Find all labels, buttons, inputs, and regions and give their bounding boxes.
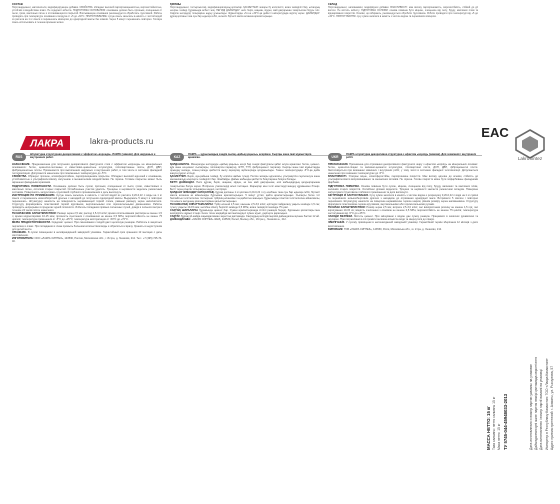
paragraph-text: Образует прочное, атмосферостойкое, паропроницаемое покрытие. Обладает высокой адгезией к основанию, устойчивостью к ультрафиолетовому излучению и механическим воздействиям. Не горюча. Готовое покрытие может быть окрашено фасадными красками. bbox=[12, 175, 162, 185]
paragraph bbox=[12, 185, 162, 194]
top-column-heading: СОСТАВ bbox=[12, 3, 23, 6]
paragraph-text: Құрғақ үй-жайда зақымдалмаған зауыттық қаптамада. Сақтаудың кепілдік мерзімі дайындалған күннен бастап 12 ай. bbox=[181, 215, 320, 219]
paragraph-heading: ҚОЛДАНЫЛУЫ. bbox=[170, 163, 190, 166]
paragraph-text: Утворює міцне, атмосферостійке, паропроникне покриття. Має високу адгезію до основи, стійкість до ультрафіолетового випромінювання та механічних впливів. Не горюча. Готове покриття може бути пофарбоване фасадними фарбами. bbox=[328, 175, 478, 185]
production-date-note-kz: Дайындалған күні және партия нөмірі қаптамада көрсетілген bbox=[534, 357, 538, 450]
paragraph-text: Размер зерна 2,5 мм; расход 2,5-3,0 кг/м²; время использования раствора не менее 1,5 ч; время корректировки 10-15 мин; прочность сцепления с основанием не менее 0,5 МПа; морозостойкость не менее 75 циклов; температура применения от -5°С до +25°С; температура эксплуатации от -50°С до +70°С. bbox=[12, 212, 162, 222]
paragraph-text: Құрамында цемент бар. Сумен араластырғанда сілтілі реакция береді. Қорғаныш қолғаптары мен көзілдірікте жұмыс істеңіз. Көзге тиген жағдайда көп мөлшердегі сумен жуып, дәрігерге қаралыңыз. bbox=[170, 209, 320, 216]
paragraph bbox=[328, 163, 478, 175]
paragraph-text: Суху суміш засипати в ємність з чистою водою з розрахунку 0,20-0,22 л води на 1 кг суміші та перемішати низькообертовим дрилем з насадкою до отримання однорідної маси. Витримати 5 хвилин і повторно перемішати. Штукатурку наносити на поверхню нержавіючою теркою шаром, рівним розміру зерна наповнювача. Структуру формувати пластиковою теркою круговими, вертикальними або горизонтальними рухами. bbox=[328, 193, 478, 207]
paragraph bbox=[12, 221, 162, 230]
top-column-ua bbox=[328, 0, 478, 95]
paragraph-heading: ДАЙЫНДАУШЫ: bbox=[170, 218, 191, 222]
text-column-kz bbox=[170, 163, 320, 463]
top-text-strip bbox=[12, 0, 480, 95]
paragraph bbox=[170, 181, 320, 190]
section-title-ru: Штукатурка структурная декоративная с эффектом «короеда». ЛАКРА (зимняя). Для наружных и внутренних работ. bbox=[30, 153, 156, 159]
paragraph-heading: СВОЙСТВА. bbox=[12, 175, 28, 179]
side-brand-text: LakroSintez bbox=[517, 155, 543, 161]
paragraph bbox=[328, 206, 478, 215]
paragraph-heading: ПОДГОТОВКА ПОВЕРХНОСТИ. bbox=[12, 184, 52, 188]
paragraph-text: У сухому приміщенні в непошкодженій заводській упаковці. Гарантійний термін зберігання 12 місяців з дати виготовлення. bbox=[328, 221, 478, 228]
section-title-kz: ЛАКРА — құрылымдық сәндік сылақ «қабық қоңызы» әсерімен. Сыртқы және ішкі жұмыстарға арналған. bbox=[188, 153, 312, 159]
paragraph-heading: ҚОЛДАНУ ЖӨНІНДЕГІ НҰСҚАУЛЫҚ. bbox=[170, 190, 215, 194]
logo-text: ЛАКРА bbox=[30, 138, 64, 150]
paragraph-text: Розмір зерна 2,5 мм; витрата 2,5-3,0 кг/м²; час використання розчину не менше 1,5 год; час коригування 10-15 хв; міцність зчеплення з основою не менше 0,5 МПа; морозостійкість не менше 75 циклів; температура застосування від -5°С до +25°С. bbox=[328, 206, 478, 216]
paragraph bbox=[170, 191, 320, 203]
paragraph-text: Предназначена для получения декоративного фактурного слоя с эффектом «короеда» на минеральных основаниях: бетон, цементно-песчаные и известково-цементные штукатурки, гипсокартонные листы, ДСП, ДВП, фиброцементные плиты. Применяется при выполнении наружных и внутренних работ, в том числе в системах фасадной теплоизоляции. Допускается нанесение при пониженных температурах до -5°С. bbox=[12, 163, 162, 176]
paragraph-text: Минералды негіздерде «қабық қоңызы» әсері бар сәндік фактуралы қабат алуға арналған: бетон, цемент-құм және әк-цемент сылақтары, гипсокартон парақтар, ЖТП, ТТП, фиброцемент тақталар. Сыртқы және ішкі жұмыстарды орындау кезінде, соның ішінде қасбеттік жылу оқшаулау жүйелерінде қолданылады. Төмен температурада -5°С-қа дейін жағуға рұқсат етіледі. bbox=[170, 163, 320, 176]
lakra-logo bbox=[20, 136, 70, 150]
top-column-kz bbox=[170, 0, 320, 95]
paragraph-heading: БЕТТІ ДАЙЫНДАУ. bbox=[170, 181, 195, 185]
paragraph-heading: ВЛАСТИВОСТІ. bbox=[328, 175, 348, 179]
top-column-text: Портландцемент, наполнители, модифицирующие добавки. СВОЙСТВА: обладает высокой паропроницаемостью, морозостойкостью, устойчив к воздействию влаги. Не содержит асбеста. ПОДГОТОВКА ОСНОВАНИЯ: основание должно быть прочным, очищенным от пыли, грязи, масляных пятен и отслаивающихся покрытий. Впитывающие основания рекомендуется обработать грунтовкой. Работы проводить при температуре основания и воздуха от +5 до +30°С. ПРИГОТОВЛЕНИЕ: сухую смесь засыпать в емкость с чистой водой из расчета на 1 кг смеси и перемешать миксером до однородной массы без комков. Через 5 минут перемешать повторно. Готовую смесь использовать в течение времени жизни. bbox=[12, 6, 162, 24]
paragraph-text: Содержит цемент. При смешивании с водой даёт щелочную реакцию. Работать в защитных перчатках и очках. При попадании в глаза промыть большим количеством воды и обратиться к врачу. Хранить в недоступном для детей месте. bbox=[12, 221, 162, 231]
paragraph-heading: ИНСТРУКЦИЯ ПО ПРИМЕНЕНИЮ. bbox=[12, 193, 56, 197]
production-date-note-ua: Дата виготовлення і номер партії вказані на упаковці bbox=[539, 369, 543, 450]
paragraph-heading: МЕРЫ ПРЕДОСТОРОЖНОСТИ. bbox=[12, 221, 51, 225]
side-info-panel bbox=[484, 150, 560, 490]
net-weight-ua: Маса нетто: 15 кг bbox=[497, 423, 501, 450]
paragraph-heading: ІНСТРУКЦІЯ ІЗ ЗАСТОСУВАННЯ. bbox=[328, 193, 369, 197]
eac-mark-icon bbox=[481, 124, 509, 140]
paragraph-text: ТОВ «ЛАКРА СИНТЕЗ», 143530, Росія, Московська обл., м. Істра, д. Лешково, 212. bbox=[343, 227, 442, 231]
importer-address: Адрес приема претензий: г. Алматы, ул. Рыскулова, 57 bbox=[550, 365, 554, 450]
paragraph-heading: ПРИЗНАЧЕННЯ. bbox=[328, 163, 349, 166]
text-column-ru bbox=[12, 163, 162, 463]
paragraph-text: «ЛАКРА СИНТЕЗ» ЖШҚ, 143530, Ресей, Мәскеу обл., Истра қ., Лешково а., 212. bbox=[191, 218, 287, 222]
brand-row bbox=[12, 133, 482, 155]
paragraph-text: Түйір өлшемі 2,5 мм; шығыны 2,5-3,0 кг/м²; ерітіндіні пайдалану уақыты кемінде 1,5 сағ; түзету уақыты 10-15 мин; негізбен ілінісу беріктігі кемінде 0,5 МПа; аязға төзімділігі кемінде 75 цикл. bbox=[170, 203, 320, 210]
lang-badge-kz: KAZ bbox=[170, 153, 184, 161]
lang-badge-ua: UKR bbox=[328, 153, 342, 161]
paragraph-heading: ХРАНЕНИЕ. bbox=[12, 230, 27, 234]
net-weight-kz: Таза салмағы: нетто салмағы 15 кг bbox=[492, 396, 496, 450]
paragraph-text: Құрғақ қоспаны 1 кг қоспаға 0,20-0,22 л су есебінен таза суы бар ыдысқа себіп, біртекті масса алғанша аз айналымды бұрғымен араластырыңыз. 5 минут ұстап, қайта араластырыңыз. Сылақты бетке тот баспайтын тегістегішпен толтырғыш түйірінің өлшеміне тең қабатпен жағыңыз. Құрылымды пластик тегістегішпен айналмалы, тік немесе көлденең қозғалыстармен қалыптастырыңыз. bbox=[170, 190, 320, 203]
paragraph bbox=[12, 194, 162, 212]
paragraph-text: ООО «ЛАКРА СИНТЕЗ», 143530, Россия, Московская обл., г. Истра, д. Лешково, 212. Тел.: +7 (495) 745-70-40. bbox=[12, 236, 162, 243]
paragraph-text: Основание должно быть сухим, прочным, очищенным от пыли, грязи, известковых и масляных пятен, остатков старых покрытий. Ослабленные участки удалить. Трещины и неровности заделать ремонтным составом. Поверхность загрунтовать грунтовкой глубокого проникновения и дать высохнуть. bbox=[12, 184, 162, 194]
paragraph-heading: ЗАХОДИ БЕЗПЕКИ. bbox=[328, 215, 353, 219]
text-column-ua bbox=[328, 163, 478, 463]
paragraph-text: Містить цемент. При змішуванні з водою дає лужну реакцію. Працювати в захисних рукавичках та окулярах. При потраплянні в очі промити великою кількістю води та звернутися до лікаря. bbox=[328, 215, 478, 222]
paragraph-heading: НАЗНАЧЕНИЕ. bbox=[12, 163, 31, 166]
paragraph-text: Призначена для отримання декоративного фактурного шару з ефектом «короїд» на мінеральних основах: бетон, цементно-піщані та вапняно-цементні штукатурки, гіпсокартонні листи, ДСП, ДВП, фіброцементні плити. Застосовується при виконанні зовнішніх і внутрішніх робіт, у тому числі в системах фасадної теплоізоляції. Допускається нанесення при знижених температурах до -5°С. bbox=[328, 163, 478, 176]
paragraph bbox=[328, 185, 478, 194]
paragraph bbox=[170, 218, 320, 221]
paragraph bbox=[170, 163, 320, 175]
top-column-text: Портландцемент, наповнювачі, модифікуючі добавки. ВЛАСТИВОСТІ: має високу паропроникність, морозостійкість, стійкий до дії вологи. Не містить азбесту. ПІДГОТОВКА ОСНОВИ: основа повинна бути міцною, очищеною від пилу, бруду, масляних плям та відшарованих покриттів. Основи, що вбирають, рекомендується обробити ґрунтовкою. Роботи проводити при температурі від +5 до +30°С. ПРИГОТУВАННЯ: суху суміш засипати в ємність з чистою водою та перемішати міксером. bbox=[328, 6, 478, 18]
paragraph bbox=[328, 194, 478, 206]
lang-badge-ru: RUS bbox=[12, 153, 26, 161]
paragraph-text: Сухую смесь засыпать в ёмкость с чистой водой из расчёта 0,20-0,22 л воды на 1 кг смеси и перемешать низкооборотной дрелью с насадкой до получения однородной массы. Выдержать 5 минут и повторно перемешать. Штукатурку наносить на поверхность нержавеющей тёркой слоем, равным размеру зерна наполнителя. Структуру формировать пластиковой тёркой круговыми, вертикальными или горизонтальными движениями. Работы проводить непрерывно в пределах одной плоскости. Избегать попадания прямых солнечных лучей, дождя и сильного ветра в течение 24 часов после нанесения. bbox=[12, 193, 162, 213]
paragraph-heading: ИЗГОТОВИТЕЛЬ: bbox=[12, 236, 34, 240]
paragraph-heading: САҚТЫҚ ШАРАЛАРЫ. bbox=[170, 209, 199, 213]
paragraph-heading: САҚТАУ. bbox=[170, 215, 181, 219]
net-weight: МАССА НЕТТО: 15 кг bbox=[486, 406, 491, 450]
paragraph-heading: ТЕХНИЧЕСКИЕ ХАРАКТЕРИСТИКИ: bbox=[12, 212, 57, 216]
top-column-heading: ҚҰРАМЫ bbox=[170, 3, 182, 6]
paragraph bbox=[328, 228, 478, 231]
paragraph-text: В сухом помещении в неповреждённой заводской упаковке. Гарантийный срок хранения 12 месяцев с даты изготовления. bbox=[12, 230, 162, 237]
production-date-note: Дата изготовления и номер партии указаны на упаковке bbox=[529, 364, 533, 450]
tu-code: ТУ 5745-044-45948033-2013 bbox=[503, 393, 508, 450]
paragraph-heading: ЗБЕРІГАННЯ. bbox=[328, 221, 345, 225]
eac-text: EAC bbox=[481, 125, 509, 140]
top-column-heading: СКЛАД bbox=[328, 3, 338, 6]
paragraph-heading: ПІДГОТОВКА ПОВЕРХНІ. bbox=[328, 184, 360, 188]
section-title-ua: ЛАКРА штукатурка декоративна структурна з ефектом «короїд» (зимова). Для зовнішніх і внутрішніх робіт. bbox=[346, 153, 477, 159]
paragraph-heading: ТЕХНІЧНІ ХАРАКТЕРИСТИКИ: bbox=[328, 206, 366, 210]
paragraph bbox=[12, 237, 162, 243]
paragraph-heading: ҚАСИЕТТЕРІ. bbox=[170, 175, 187, 179]
website-text: lakra-products.ru bbox=[90, 137, 154, 146]
paragraph-heading: ВИРОБНИК: bbox=[328, 227, 344, 231]
paragraph-text: Негіз құрғақ, берік, шаңнан, кірден, әк пен май дақтарынан, ескі жабындардың қалдықтарынан тазартылған болуы керек. Әлсіреген учаскелерді алып тастаңыз. Жарықтар мен тегіс еместерді жөндеу құрамымен бітеңіз. Бетті терең сіңетін топырақпен өңдеп, кептіріңіз. bbox=[170, 181, 320, 191]
paragraph-heading: ТЕХНИКАЛЫҚ СИПАТТАМАЛАРЫ: bbox=[170, 203, 214, 207]
importer-note: Импортер в Республику Казахстан: ТОО «Лакра Казахстан» bbox=[545, 358, 549, 450]
paragraph bbox=[328, 175, 478, 184]
paragraph-text: Берік, ауа-райына төзімді, бу өткізгіш жабын түзеді. Негізге жоғары адгезиясы, ультракүлгін сәулеленуге және механикалық әсерлерге төзімділігі бар. Жанбайды. Дайын жабынды қасбеттік бояулармен бояуға болады. bbox=[170, 175, 320, 182]
paragraph bbox=[12, 175, 162, 184]
top-column-ru bbox=[12, 0, 162, 95]
paragraph bbox=[12, 163, 162, 175]
paragraph-text: Основа повинна бути сухою, міцною, очищеною від пилу, бруду, вапняних та масляних плям, залишків старих покриттів. Ослаблені ділянки видалити. Тріщини та нерівності закласти ремонтним складом. Поверхню заґрунтувати ґрунтовкою глибокого проникнення та дати висохнути. bbox=[328, 184, 479, 194]
top-column-text: Портландцемент, толтырғыштар, модификациялаушы қоспалар. ҚАСИЕТТЕРІ: жоғары бу өткізгіштігі, аязға төзімділігі бар, ылғалдың әсеріне төзімді. Құрамында асбест жоқ. НЕГІЗДІ ДАЙЫНДАУ: негіз берік, шаңнан, кірден, май дақтарынан тазартылған болуы тиіс. Сіңіргіш негіздерді топырақпен өңдеу ұсынылады. Жұмыстарды +5-тен +30°С-қа дейінгі температурада жүргізу керек. ДАЙЫНДАУ: құрғақ қоспаны таза суы бар ыдысқа себіп, кесексіз біртекті масса алғанша араластырыңыз. bbox=[170, 6, 320, 18]
